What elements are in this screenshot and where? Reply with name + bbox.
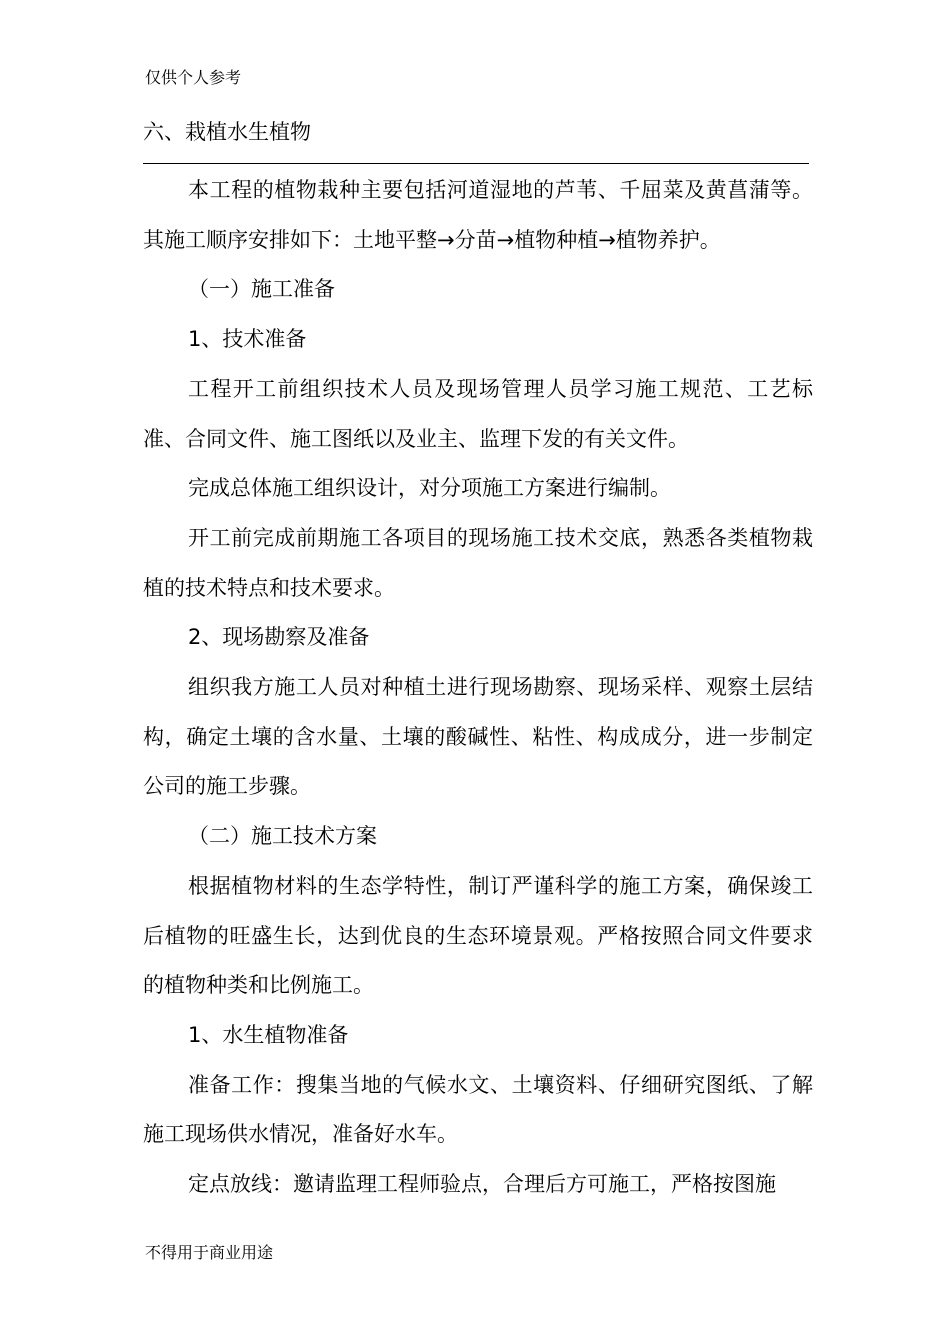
paragraph-technical-plan: 根据植物材料的生态学特性，制订严谨科学的施工方案，确保竣工后植物的旺盛生长，达到优良的生态环境景观。严格按照合同文件要求的植物种类和比例施工。 <box>143 873 813 998</box>
paragraph-preparation-work: 准备工作：搜集当地的气候水文、土壤资料、仔细研究图纸、了解施工现场供水情况，准备好水车。 <box>143 1072 813 1147</box>
paragraph-intro: 本工程的植物栽种主要包括河道湿地的芦苇、千屈菜及黄菖蒲等。其施工顺序安排如下：土地平整→分苗→植物种植→植物养护。 <box>143 178 813 252</box>
heading-construction-preparation: （一）施工准备 <box>188 277 335 302</box>
heading-technical-preparation: 1、技术准备 <box>188 327 307 352</box>
paragraph-organization-design: 完成总体施工组织设计，对分项施工方案进行编制。 <box>188 476 671 501</box>
heading-aquatic-plant-preparation: 1、水生植物准备 <box>188 1022 349 1047</box>
paragraph-staking-out: 定点放线：邀请监理工程师验点，合理后方可施工，严格按图施 <box>188 1172 776 1197</box>
footer-note: 不得用于商业用途 <box>145 1243 274 1262</box>
heading-site-survey: 2、现场勘察及准备 <box>188 625 370 650</box>
body-text <box>143 166 813 1210</box>
section-title: 六、栽植水生植物 <box>143 120 311 144</box>
paragraph-site-survey: 组织我方施工人员对种植土进行现场勘察、现场采样、观察土层结构，确定土壤的含水量、土壤的酸碱性、粘性、构成成分，进一步制定公司的施工步骤。 <box>143 675 813 799</box>
paragraph-technical-briefing: 开工前完成前期施工各项目的现场施工技术交底，熟悉各类植物栽植的技术特点和技术要求。 <box>143 525 813 600</box>
paragraph-study-specs: 工程开工前组织技术人员及现场管理人员学习施工规范、工艺标准、合同文件、施工图纸以及业主、监理下发的有关文件。 <box>143 376 813 451</box>
header-note: 仅供个人参考 <box>145 68 242 87</box>
heading-technical-plan: （二）施工技术方案 <box>188 824 377 849</box>
title-divider <box>143 163 809 164</box>
